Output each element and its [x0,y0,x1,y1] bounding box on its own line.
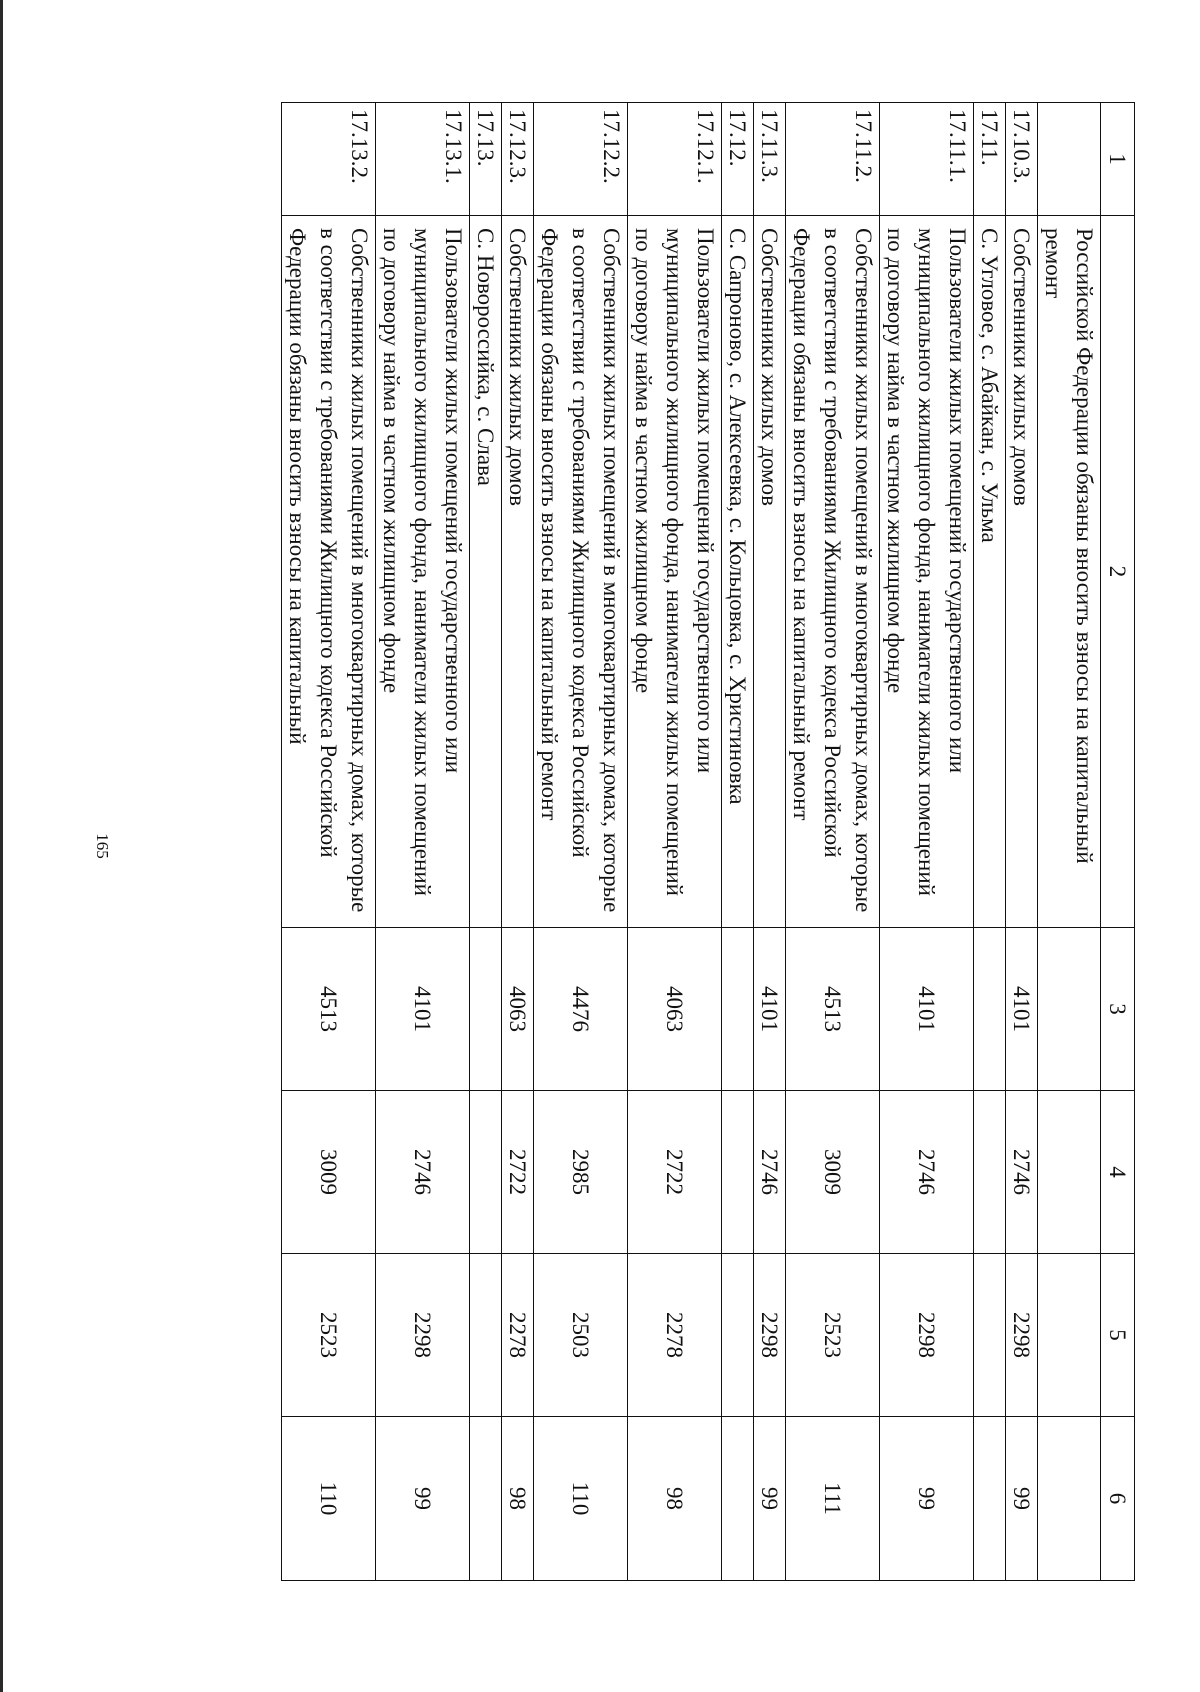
table-row [1006,103,1038,1581]
row-description: С. Сапроново, с. Алексеевка, с. Кольцовка, с. Христиновка [722,216,754,928]
row-value-col5: 2298 [376,1254,470,1417]
row-description: Собственники жилых домов [754,216,786,928]
table-row [974,103,1006,1581]
row-value-col5: 2298 [754,1254,786,1417]
column-header: 6 [1101,1417,1135,1581]
column-header: 5 [1101,1254,1135,1417]
row-description: Собственники жилых помещений в многоквартирных домах, которые в соответствии с требованиями Жилищного кодекса Российской Федерации обязаны вносить взносы на капитальный ремонт [534,216,628,928]
row-value-col6 [722,1417,754,1581]
table-row [376,103,470,1581]
table-row [282,103,376,1581]
landscape-page [193,102,1135,1580]
row-description: Собственники жилых домов [1006,216,1038,928]
row-value-col5 [974,1254,1006,1417]
row-value-col4 [722,1091,754,1254]
table-header-row [1101,103,1135,1581]
column-header: 3 [1101,928,1135,1091]
column-header: 2 [1101,216,1135,928]
row-code: 17.13. [470,103,502,216]
row-description: Пользователи жилых помещений государственного или муниципального жилищного фонда, наниматели жилых помещений по договору найма в частном жилищном фонде [628,216,722,928]
row-description: Пользователи жилых помещений государственного или муниципального жилищного фонда, наниматели жилых помещений по договору найма в частном жилищном фонде [376,216,470,928]
table-row [502,103,534,1581]
row-value-col3: 4101 [376,928,470,1091]
row-value-col5: 2278 [502,1254,534,1417]
row-value-col5 [722,1254,754,1417]
row-value-col5 [1038,1254,1101,1417]
row-value-col6: 98 [628,1417,722,1581]
row-value-col3: 4513 [282,928,376,1091]
row-code: 17.11.1. [880,103,974,216]
row-value-col4 [470,1091,502,1254]
table-row [1038,103,1101,1581]
row-value-col6: 110 [534,1417,628,1581]
row-code: 17.12.2. [534,103,628,216]
row-code: 17.10.3. [1006,103,1038,216]
tariff-table [281,102,1135,1581]
row-description: С. Угловое, с. Абайкан, с. Ульма [974,216,1006,928]
row-value-col5: 2523 [786,1254,880,1417]
row-code [1038,103,1101,216]
row-value-col4: 2746 [1006,1091,1038,1254]
row-value-col3 [974,928,1006,1091]
scan-edge [0,0,3,1692]
row-value-col5 [470,1254,502,1417]
table-row [754,103,786,1581]
row-value-col3: 4101 [754,928,786,1091]
row-value-col6: 98 [502,1417,534,1581]
row-description: Собственники жилых помещений в многоквартирных домах, которые в соответствии с требованиями Жилищного кодекса Российской Федерации обязаны вносить взносы на капитальный ремонт [786,216,880,928]
row-value-col3 [470,928,502,1091]
row-code: 17.13.2. [282,103,376,216]
row-value-col4: 2746 [880,1091,974,1254]
row-description: Собственники жилых домов [502,216,534,928]
table-body [282,103,1135,1581]
table-row [534,103,628,1581]
row-value-col6: 111 [786,1417,880,1581]
row-description: Российской Федерации обязаны вносить взносы на капитальный ремонт [1038,216,1101,928]
row-code: 17.11.3. [754,103,786,216]
row-value-col4: 2722 [502,1091,534,1254]
row-value-col4: 2985 [534,1091,628,1254]
row-value-col4: 3009 [786,1091,880,1254]
row-value-col5: 2298 [880,1254,974,1417]
table-row [786,103,880,1581]
row-value-col3: 4063 [628,928,722,1091]
row-value-col3: 4476 [534,928,628,1091]
row-value-col5: 2503 [534,1254,628,1417]
table-row [628,103,722,1581]
row-value-col5: 2298 [1006,1254,1038,1417]
row-value-col4 [1038,1091,1101,1254]
row-value-col6: 99 [880,1417,974,1581]
row-value-col3: 4513 [786,928,880,1091]
row-description: Собственники жилых помещений в многоквартирных домах, которые в соответствии с требованиями Жилищного кодекса Российской Федерации обязаны вносить взносы на капитальный [282,216,376,928]
row-code: 17.12.1. [628,103,722,216]
row-value-col4: 2746 [376,1091,470,1254]
table-row [880,103,974,1581]
row-value-col3: 4101 [880,928,974,1091]
column-header: 4 [1101,1091,1135,1254]
row-value-col6 [1038,1417,1101,1581]
row-code: 17.12. [722,103,754,216]
row-value-col6 [974,1417,1006,1581]
row-value-col4: 2746 [754,1091,786,1254]
row-value-col4: 3009 [282,1091,376,1254]
row-value-col3: 4101 [1006,928,1038,1091]
table-row [470,103,502,1581]
row-description: Пользователи жилых помещений государственного или муниципального жилищного фонда, наниматели жилых помещений по договору найма в частном жилищном фонде [880,216,974,928]
column-header: 1 [1101,103,1135,216]
row-value-col6 [470,1417,502,1581]
page-number: 165 [93,833,112,859]
row-value-col5: 2278 [628,1254,722,1417]
row-value-col4 [974,1091,1006,1254]
table-row [722,103,754,1581]
row-value-col3 [722,928,754,1091]
row-code: 17.11. [974,103,1006,216]
row-value-col4: 2722 [628,1091,722,1254]
row-value-col3 [1038,928,1101,1091]
row-value-col6: 99 [376,1417,470,1581]
row-code: 17.12.3. [502,103,534,216]
row-value-col6: 110 [282,1417,376,1581]
row-code: 17.11.2. [786,103,880,216]
row-description: С. Новороссийка, с. Слава [470,216,502,928]
row-value-col6: 99 [754,1417,786,1581]
row-value-col6: 99 [1006,1417,1038,1581]
row-value-col5: 2523 [282,1254,376,1417]
row-code: 17.13.1. [376,103,470,216]
row-value-col3: 4063 [502,928,534,1091]
